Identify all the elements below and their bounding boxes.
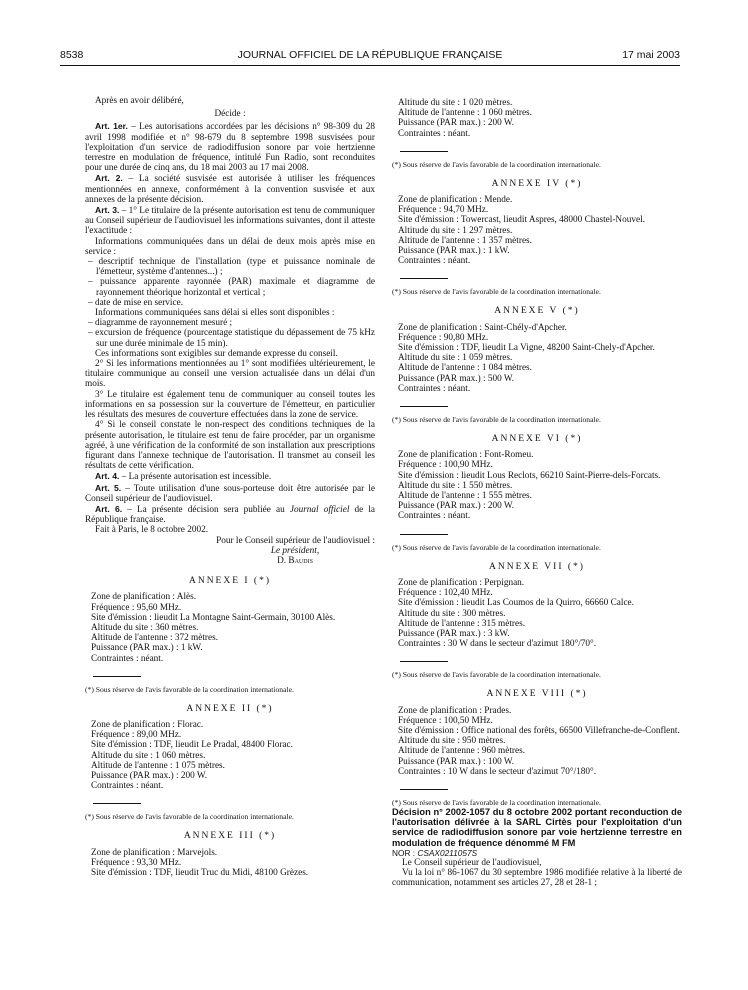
annex-line: Zone de planification : Marvejols. — [91, 847, 218, 858]
article-6-label: Art. 6. — [95, 503, 123, 514]
president-title — [85, 546, 375, 556]
nor-code: CSAX0211057S — [417, 847, 478, 858]
annex-line: Contraintes : néant. — [398, 383, 471, 394]
annex-line: Contraintes : néant. — [398, 128, 471, 139]
annex-line: Site d'émission : Towercast, lieudit Aspres, 48000 Chastel-Nouvel. — [398, 215, 645, 226]
annex-line: Fréquence : 102,40 MHz. — [398, 588, 493, 599]
footnote: (*) Sous réserve de l'avis favorable de la coordination internationale. — [85, 684, 294, 694]
signatory: D. Baudis — [277, 555, 313, 566]
annex-line: Site d'émission : lieudit Lous Reclots, 66210 Saint-Pierre-dels-Forcats. — [398, 470, 661, 481]
annex-line: Site d'émission : TDF, lieudit Le Pradal, 48400 Florac. — [91, 740, 293, 751]
annex-line: Fréquence : 100,50 MHz. — [398, 715, 493, 726]
annex-line: Fréquence : 100,90 MHz. — [398, 460, 493, 471]
article-5-label: Art. 5. — [95, 482, 122, 493]
footnote: (*) Sous réserve de l'avis favorable de la coordination internationale. — [392, 542, 601, 552]
paragraph-4: 4° Si le conseil constate le non-respect des conditions techniques de la présente autorisation, le titulaire est tenu de faire procéder, par un organisme agréé, à une vérification de la conformité de son installation aux prescriptions figurant dans l'annexe technique de l'autorisation. Il transmet au conseil les résultats de cette vérification. — [85, 420, 375, 472]
list2-item: – excursion de fréquence (pourcentage statistique du dépassement de 75 kHz sur une durée minimale de 15 min). — [88, 328, 375, 349]
annex-line: Zone de planification : Florac. — [91, 719, 204, 730]
annex-line: Puissance (PAR max.) : 500 W. — [398, 373, 515, 384]
nor-reference — [392, 848, 682, 858]
article-1 — [85, 121, 375, 173]
annex-title: ANNEXE II (*) — [186, 703, 274, 714]
annex-line: Puissance (PAR max.) : 200 W. — [91, 770, 208, 781]
apres-line: Après en avoir délibéré, — [95, 96, 184, 106]
annex-line: Contraintes : 10 W dans le secteur d'azimut 70°/180°. — [398, 766, 597, 777]
annex-line: Puissance (PAR max.) : 3 kW. — [398, 628, 510, 639]
decide-line: Décide : — [214, 109, 246, 120]
annex-line: Contraintes : 30 W dans le secteur d'azimut 180°/70°. — [398, 639, 597, 650]
annex-title: ANNEXE V (*) — [494, 306, 580, 317]
annex-line: Contraintes : néant. — [91, 781, 164, 792]
annex-line: Zone de planification : Font-Romeu. — [398, 450, 534, 461]
annex-line: Altitude du site : 360 mètres. — [91, 622, 199, 633]
annex-line: Altitude de l'antenne : 372 mètres. — [91, 633, 219, 644]
decision-title: Décision n° 2002-1057 du 8 octobre 2002 portant reconduction de l'autorisation délivrée à la SARL Cirtès pour l'exploitation d'un service de radiodiffusion sonore par voie hertzienne terrestre en modulation de fréquence dénommé M FM — [392, 806, 682, 848]
footnote: (*) Sous réserve de l'avis favorable de la coordination internationale. — [85, 812, 294, 822]
annex-line: Puissance (PAR max.) : 200 W. — [398, 501, 515, 512]
annex-title: ANNEXE VII (*) — [489, 561, 585, 572]
article-1-label: Art. 1er. — [95, 121, 128, 132]
annex-line: Altitude de l'antenne : 1 060 mètres. — [398, 108, 532, 119]
annex-record — [392, 323, 682, 394]
annex-line: Altitude de l'antenne : 1 075 mètres. — [91, 760, 225, 771]
annex-line: Site d'émission : lieudit La Montagne Saint-Germain, 30100 Alès. — [91, 612, 336, 623]
annex-line: Altitude de l'antenne : 315 mètres. — [398, 618, 526, 629]
fait-a-paris: Fait à Paris, le 8 octobre 2002. — [95, 525, 209, 536]
annex-line: Altitude de l'antenne : 1 084 mètres. — [398, 363, 532, 374]
annex-record — [85, 848, 375, 879]
president-label: Le président, — [270, 545, 320, 556]
page-header — [60, 49, 680, 63]
decision-conseil: Le Conseil supérieur de l'audiovisuel, — [402, 857, 542, 868]
annex-title: ANNEXE I (*) — [188, 576, 272, 587]
issue-date: 17 mai 2003 — [622, 49, 680, 61]
annex-line: Altitude de l'antenne : 1 555 mètres. — [398, 491, 532, 502]
annex-line: Altitude de l'antenne : 960 mètres. — [398, 746, 526, 757]
article-6-text-a: – La présente décision sera publiée au — [122, 504, 290, 515]
article-6 — [85, 504, 375, 525]
article-3-text: – 1° Le titulaire de la présente autorisation est tenu de communiquer au Conseil supérieur de l'audiovisuel les informations suivantes, dont il atteste l'exactitude : — [85, 206, 375, 237]
annex-line: Fréquence : 95,60 MHz. — [91, 602, 182, 613]
footnote-rule — [400, 789, 448, 790]
article-5 — [85, 483, 375, 504]
article-2-text: – La société susvisée est autorisée à utiliser les fréquences mentionnées en annexe, conformément à la convention susvisée et aux annexes de la présente décision. — [85, 174, 375, 205]
annex-title: ANNEXE IV (*) — [491, 178, 583, 189]
annex-line: Altitude du site : 1 060 mètres. — [91, 750, 206, 761]
footnote: (*) Sous réserve de l'avis favorable de la coordination internationale. — [392, 415, 601, 425]
annex-title: ANNEXE VI (*) — [491, 434, 583, 445]
annex-line: Zone de planification : Alès. — [91, 592, 197, 603]
annex-line: Puissance (PAR max.) : 1 kW. — [91, 643, 203, 654]
annex-line: Puissance (PAR max.) : 100 W. — [398, 756, 515, 767]
annex-record — [392, 195, 682, 266]
annex-line: Site d'émission : Office national des forêts, 66500 Villefranche-de-Conflent. — [398, 725, 680, 736]
footnote-rule — [400, 534, 448, 535]
footnote-rule — [93, 803, 141, 804]
footnote: (*) Sous réserve de l'avis favorable de la coordination internationale. — [392, 670, 601, 680]
pour-le-conseil: Pour le Conseil supérieur de l'audiovisuel : — [216, 535, 375, 546]
annex-line: Zone de planification : Mende. — [398, 195, 513, 206]
annex-line: Fréquence : 90,80 MHz. — [398, 332, 489, 343]
annex-line: Altitude du site : 1 059 mètres. — [398, 353, 513, 364]
annex-line: Altitude de l'antenne : 1 357 mètres. — [398, 235, 532, 246]
list1-item: – descriptif technique de l'installation (type et puissance nominale de l'émetteur, système d'antennes...) ; — [88, 257, 375, 278]
annex-line: Altitude du site : 1 297 mètres. — [398, 225, 513, 236]
journal-officiel-link: Journal officiel — [289, 504, 350, 515]
decision-vu: Vu la loi n° 86-1067 du 30 septembre 1986 modifiée relative à la liberté de communication, notamment ses articles 27, 28 et 28-1 ; — [392, 868, 682, 889]
list2-item: – diagramme de rayonnement mesuré ; — [88, 318, 233, 329]
annex-line: Altitude du site : 300 mètres. — [398, 608, 506, 619]
annex-line: Zone de planification : Perpignan. — [398, 577, 525, 588]
article-2 — [85, 173, 375, 205]
annex-line: Fréquence : 89,00 MHz. — [91, 730, 182, 741]
footnote-rule — [400, 406, 448, 407]
annex-record — [392, 450, 682, 521]
left-column — [85, 96, 375, 878]
article-3 — [85, 205, 375, 237]
footnote: (*) Sous réserve de l'avis favorable de la coordination internationale. — [392, 287, 601, 297]
annex-record — [85, 720, 375, 791]
annex-line: Altitude du site : 1 020 mètres. — [398, 98, 513, 108]
annex-record — [392, 98, 682, 139]
article-6-text-b: de la République française. — [85, 504, 376, 526]
annex-line: Site d'émission : lieudit Las Coumos de la Quirro, 66660 Calce. — [398, 598, 634, 609]
annex-line: Contraintes : néant. — [398, 511, 471, 522]
annex-line: Zone de planification : Prades. — [398, 705, 512, 716]
paragraph-3: 3° Le titulaire est également tenu de communiquer au conseil toutes les informations en sa possession sur la couverture de l'émetteur, en particulier les résultats des mesures de couverture effectuées dans la zone de service. — [85, 389, 375, 421]
annex-line: Contraintes : néant. — [91, 653, 164, 664]
article-3-label: Art. 3. — [95, 205, 120, 216]
nor-label: NOR : — [392, 847, 418, 858]
annex-title: ANNEXE VIII (*) — [486, 689, 588, 700]
article-4-label: Art. 4. — [95, 471, 120, 482]
article-1-text: – Les autorisations accordées par les décisions n° 98-309 du 28 avril 1998 modifiée et n° 98-679 du 8 septembre 1998 susvisées pour l'exploitation d'un service de radiodiffusion sonore par voie hertzienne terrestre en modulation de fréquence, intitulé Fun Radio, sont reconduites pour une durée de cinq ans, du 18 mai 2003 au 17 mai 2008. — [85, 122, 375, 174]
paragraph-2: 2° Si les informations mentionnées au 1° sont modifiées ultérieurement, le titulaire communique au conseil une version actualisée dans un délai d'un mois. — [85, 359, 375, 390]
footnote: (*) Sous réserve de l'avis favorable de la coordination internationale. — [392, 797, 601, 807]
article-4-text: – La présente autorisation est incessible. — [119, 472, 272, 483]
footnote-rule — [400, 278, 448, 279]
annex-line: Altitude du site : 1 550 mètres. — [398, 480, 513, 491]
article-2-label: Art. 2. — [95, 173, 123, 184]
annex-title: ANNEXE III (*) — [183, 831, 277, 842]
exigibles: Ces informations sont exigibles sur demande expresse du conseil. — [95, 348, 338, 359]
annex-line: Fréquence : 93,30 MHz. — [91, 857, 182, 868]
annex-line: Zone de planification : Saint-Chély-d'Apcher. — [398, 322, 567, 333]
header-rule — [60, 65, 680, 66]
annex-line: Site d'émission : TDF, lieudit Truc du Midi, 48100 Grèzes. — [91, 868, 309, 878]
footnote-rule — [400, 151, 448, 152]
info-deux-mois: Informations communiquées dans un délai de deux mois après mise en service : — [85, 236, 375, 257]
journal-title: JOURNAL OFFICIEL DE LA RÉPUBLIQUE FRANÇAISE — [237, 49, 503, 61]
list1-item: – date de mise en service. — [88, 297, 184, 308]
annex-record — [85, 592, 375, 663]
article-4 — [85, 471, 375, 482]
annex-record — [392, 578, 682, 649]
annex-line: Puissance (PAR max.) : 200 W. — [398, 118, 515, 129]
info-sans-delai: Informations communiquées sans délai si elles sont disponibles : — [95, 308, 335, 319]
list1-item: – puissance apparente rayonnée (PAR) maximale et diagramme de rayonnement théorique horizontal et vertical ; — [88, 277, 375, 298]
right-column — [392, 98, 682, 889]
footnote-rule — [93, 676, 141, 677]
annex-line: Puissance (PAR max.) : 1 kW. — [398, 246, 510, 257]
annex-line: Fréquence : 94,70 MHz. — [398, 205, 489, 216]
annex-line: Altitude du site : 950 mètres. — [398, 736, 506, 747]
annex-line: Site d'émission : TDF, lieudit La Vigne, 48200 Saint-Chely-d'Apcher. — [398, 343, 655, 354]
annex-record — [392, 706, 682, 777]
footnote: (*) Sous réserve de l'avis favorable de la coordination internationale. — [392, 159, 601, 169]
page-number: 8538 — [60, 49, 84, 61]
footnote-rule — [400, 661, 448, 662]
annex-line: Contraintes : néant. — [398, 256, 471, 267]
article-5-text: – Toute utilisation d'une sous-porteuse doit être autorisée par le Conseil supérieur de l'audiovisuel. — [85, 483, 376, 504]
